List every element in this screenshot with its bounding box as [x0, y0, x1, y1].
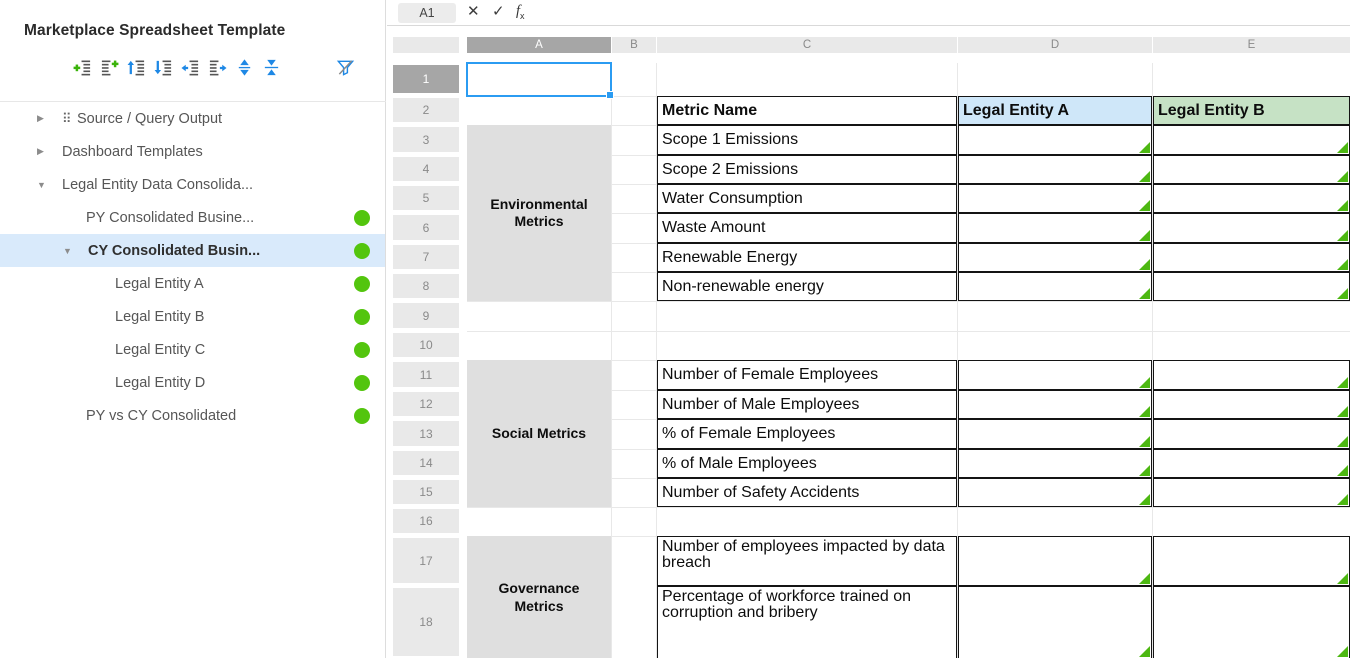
status-dot	[354, 375, 370, 391]
row-header-5[interactable]: 5	[393, 186, 459, 210]
cell-E3[interactable]	[1153, 125, 1350, 155]
cell-E14[interactable]	[1153, 449, 1350, 478]
sidebar-item-label: PY vs CY Consolidated	[86, 407, 237, 424]
cell-C6[interactable]: Waste Amount	[657, 213, 957, 243]
cell-C18[interactable]: Percentage of workforce trained on corruption and bribery	[657, 586, 957, 658]
chevron-right-icon[interactable]: ▶	[37, 113, 44, 123]
cell-C2[interactable]: Metric Name	[657, 96, 957, 125]
add-column-icon[interactable]	[100, 58, 119, 77]
sidebar-item-label: PY Consolidated Busine...	[86, 209, 255, 226]
page-title: Marketplace Spreadsheet Template	[24, 22, 286, 39]
cell-D12[interactable]	[958, 390, 1152, 419]
fill-triangle-icon	[1139, 436, 1150, 447]
cell-E18[interactable]	[1153, 586, 1350, 658]
fill-triangle-icon	[1337, 377, 1348, 388]
cell-reference-box[interactable]: A1	[398, 3, 456, 23]
fill-triangle-icon	[1139, 142, 1150, 153]
cell-E5[interactable]	[1153, 184, 1350, 213]
row-header-3[interactable]: 3	[393, 127, 459, 152]
row-header-14[interactable]: 14	[393, 451, 459, 475]
fill-triangle-icon	[1139, 171, 1150, 182]
row-header-1[interactable]: 1	[393, 65, 459, 93]
row-header-2[interactable]: 2	[393, 98, 459, 122]
cell-C11[interactable]: Number of Female Employees	[657, 360, 957, 390]
row-header-17[interactable]: 17	[393, 538, 459, 583]
sidebar-item-dashboard-templates[interactable]	[0, 135, 385, 168]
status-dot	[354, 210, 370, 226]
cell-D18[interactable]	[958, 586, 1152, 658]
sidebar-item-py-consolidated-busine[interactable]	[0, 201, 385, 234]
cell-E15[interactable]	[1153, 478, 1350, 507]
selection-fill-handle[interactable]	[606, 91, 614, 99]
row-header-15[interactable]: 15	[393, 480, 459, 504]
row-header-16[interactable]: 16	[393, 509, 459, 533]
column-header-e[interactable]: E	[1153, 37, 1350, 53]
fill-triangle-icon	[1337, 436, 1348, 447]
sidebar-item-label: Dashboard Templates	[62, 143, 203, 160]
column-header-d[interactable]: D	[958, 37, 1152, 53]
status-dot	[354, 243, 370, 259]
sidebar	[0, 0, 386, 658]
cell-E11[interactable]	[1153, 360, 1350, 390]
expand-rows-icon[interactable]	[235, 58, 254, 77]
fill-triangle-icon	[1139, 406, 1150, 417]
cell-D15[interactable]	[958, 478, 1152, 507]
sidebar-item-py-vs-cy-consolidated[interactable]	[0, 399, 385, 432]
fill-triangle-icon	[1337, 230, 1348, 241]
cell-C12[interactable]: Number of Male Employees	[657, 390, 957, 419]
gridline-horizontal	[467, 331, 1350, 332]
clear-filter-icon[interactable]	[336, 58, 355, 77]
grid-icon: ⠿	[62, 110, 72, 126]
cell-D17[interactable]	[958, 536, 1152, 586]
row-header-12[interactable]: 12	[393, 392, 459, 416]
function-icon[interactable]: $f_x$	[516, 3, 525, 21]
row-header-18[interactable]: 18	[393, 588, 459, 656]
row-header-6[interactable]: 6	[393, 215, 459, 240]
sidebar-item-legal-entity-data-consolida[interactable]	[0, 168, 385, 201]
cell-D6[interactable]	[958, 213, 1152, 243]
fill-triangle-icon	[1337, 406, 1348, 417]
chevron-right-icon[interactable]: ▶	[37, 146, 44, 156]
cell-E7[interactable]	[1153, 243, 1350, 272]
merged-cell-social-metrics[interactable]: Social Metrics	[467, 360, 611, 507]
cell-E17[interactable]	[1153, 536, 1350, 586]
cell-D5[interactable]	[958, 184, 1152, 213]
cell-C17[interactable]: Number of employees impacted by data breach	[657, 536, 957, 586]
fill-triangle-icon	[1337, 142, 1348, 153]
chevron-down-icon[interactable]: ▼	[63, 245, 72, 256]
sidebar-item-legal-entity-a[interactable]	[0, 267, 385, 300]
cell-E4[interactable]	[1153, 155, 1350, 184]
status-dot	[354, 276, 370, 292]
cell-D13[interactable]	[958, 419, 1152, 449]
sidebar-tree	[0, 102, 385, 432]
cell-E12[interactable]	[1153, 390, 1350, 419]
status-dot	[354, 342, 370, 358]
move-left-icon[interactable]	[181, 58, 200, 77]
cell-C7[interactable]: Renewable Energy	[657, 243, 957, 272]
gridline-horizontal	[467, 507, 1350, 508]
row-header-10[interactable]: 10	[393, 333, 459, 357]
cell-C8[interactable]: Non-renewable energy	[657, 272, 957, 301]
sidebar-item-legal-entity-b[interactable]	[0, 300, 385, 333]
cell-D2[interactable]: Legal Entity A	[958, 96, 1152, 125]
fill-triangle-icon	[1139, 200, 1150, 211]
sidebar-item-label: Legal Entity D	[115, 374, 206, 391]
cell-C5[interactable]: Water Consumption	[657, 184, 957, 213]
sidebar-item-legal-entity-d[interactable]	[0, 366, 385, 399]
sidebar-item-label: CY Consolidated Busin...	[88, 242, 261, 259]
sidebar-item-label: Legal Entity B	[115, 308, 205, 325]
status-dot	[354, 408, 370, 424]
fill-triangle-icon	[1337, 288, 1348, 299]
chevron-down-icon[interactable]: ▼	[37, 179, 46, 190]
fill-triangle-icon	[1139, 230, 1150, 241]
sidebar-toolbar	[73, 57, 365, 77]
move-up-icon[interactable]	[127, 58, 146, 77]
fill-triangle-icon	[1337, 259, 1348, 270]
sidebar-item-label: Legal Entity A	[115, 275, 204, 292]
fill-triangle-icon	[1139, 377, 1150, 388]
row-header-8[interactable]: 8	[393, 274, 459, 298]
column-header-c[interactable]: C	[657, 37, 957, 53]
cell-D4[interactable]	[958, 155, 1152, 184]
fill-triangle-icon	[1139, 494, 1150, 505]
cell-E13[interactable]	[1153, 419, 1350, 449]
cell-C14[interactable]: % of Male Employees	[657, 449, 957, 478]
cell-D7[interactable]	[958, 243, 1152, 272]
fill-triangle-icon	[1139, 573, 1150, 584]
move-down-icon[interactable]	[154, 58, 173, 77]
cell-C15[interactable]: Number of Safety Accidents	[657, 478, 957, 507]
row-header-11[interactable]: 11	[393, 362, 459, 387]
row-header-9[interactable]: 9	[393, 303, 459, 328]
merged-cell-environmental-metrics[interactable]: Environmental Metrics	[467, 125, 611, 301]
sidebar-item-cy-consolidated-busin[interactable]	[0, 234, 385, 267]
cell-E6[interactable]	[1153, 213, 1350, 243]
cell-C3[interactable]: Scope 1 Emissions	[657, 125, 957, 155]
formula-bar	[387, 0, 1350, 26]
fill-triangle-icon	[1337, 494, 1348, 505]
sidebar-item-label: Legal Entity C	[115, 341, 206, 358]
cell-C4[interactable]: Scope 2 Emissions	[657, 155, 957, 184]
confirm-icon[interactable]: ✓	[492, 3, 505, 20]
fill-triangle-icon	[1337, 171, 1348, 182]
status-dot	[354, 309, 370, 325]
cell-D8[interactable]	[958, 272, 1152, 301]
fill-triangle-icon	[1337, 646, 1348, 657]
fill-triangle-icon	[1337, 573, 1348, 584]
cell-E8[interactable]	[1153, 272, 1350, 301]
sidebar-item-source-query-output[interactable]	[0, 102, 385, 135]
add-row-icon[interactable]	[73, 58, 92, 77]
cell-D14[interactable]	[958, 449, 1152, 478]
cell-E2[interactable]: Legal Entity B	[1153, 96, 1350, 125]
sidebar-item-label: Source / Query Output	[77, 110, 223, 127]
fill-triangle-icon	[1337, 465, 1348, 476]
column-header-b[interactable]: B	[612, 37, 656, 53]
sidebar-item-label: Legal Entity Data Consolida...	[62, 176, 254, 193]
column-header-a[interactable]: A	[467, 37, 611, 53]
corner-header[interactable]	[393, 37, 459, 53]
collapse-rows-icon[interactable]	[262, 58, 281, 77]
cell-D3[interactable]	[958, 125, 1152, 155]
row-header-7[interactable]: 7	[393, 245, 459, 269]
fill-triangle-icon	[1139, 646, 1150, 657]
sidebar-item-legal-entity-c[interactable]	[0, 333, 385, 366]
fill-triangle-icon	[1139, 288, 1150, 299]
cancel-icon[interactable]: ✕	[467, 3, 480, 20]
gridline-horizontal	[467, 301, 1350, 302]
merged-cell-governance-metrics[interactable]: Governance Metrics	[467, 536, 611, 658]
cell-D11[interactable]	[958, 360, 1152, 390]
fill-triangle-icon	[1139, 465, 1150, 476]
cell-C13[interactable]: % of Female Employees	[657, 419, 957, 449]
selected-cell-outline[interactable]	[466, 62, 612, 97]
move-right-icon[interactable]	[208, 58, 227, 77]
fill-triangle-icon	[1139, 259, 1150, 270]
row-header-13[interactable]: 13	[393, 421, 459, 446]
fill-triangle-icon	[1337, 200, 1348, 211]
row-header-4[interactable]: 4	[393, 157, 459, 181]
